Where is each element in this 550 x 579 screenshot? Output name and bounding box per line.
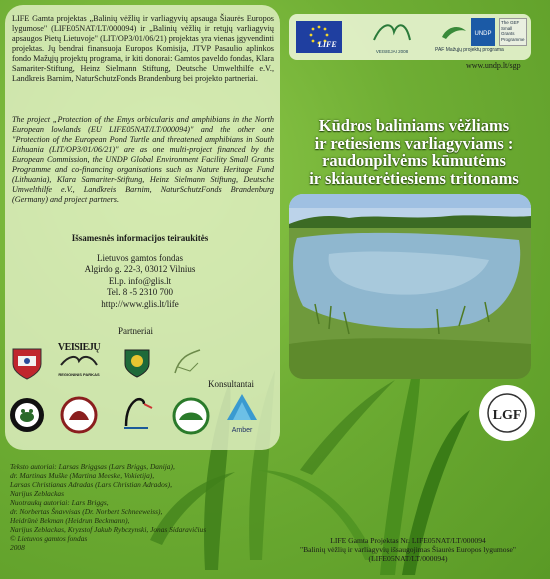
credit-line: © Lietuvos gamtos fondas — [10, 534, 88, 543]
lgf-text: LGF — [492, 408, 522, 423]
project-footer — [268, 536, 548, 563]
shield-logo — [122, 348, 152, 378]
credit-line: Narijus Zeblackas — [10, 489, 64, 498]
title-line: raudonpilvėms kūmutėms — [322, 151, 506, 170]
paf-caption: PAF Mažųjų projektų programa — [435, 47, 504, 53]
contact-email[interactable]: El.p. info@glis.lt — [108, 275, 172, 286]
undp-url[interactable]: www.undp.lt/sgp — [466, 61, 521, 70]
frog-logo — [8, 396, 46, 434]
credit-line: dr. Martinas Muške (Martina Meeske, Vokietija), — [10, 471, 155, 480]
contact-heading: Išsamesnės informacijos teiraukitės — [71, 233, 209, 243]
consultants-label: Konsultantai — [208, 379, 254, 389]
credit-line: Larsas Christianas Adradas (Lars Christian Adrados), — [10, 480, 172, 489]
credit-line: Teksto autoriai: Larsas Briggsas (Lars Briggs, Danija), — [10, 462, 175, 471]
pond-photo — [289, 194, 531, 379]
project-description-lt: LIFE Gamta projektas „Balinių vėžlių ir varliagyvių apsauga Šiaurės Europos lygumose" (LIFE05NAT/LT/000094) ir „Balinių vėžlių ir retųjų varliagyvių apsaugos Pietų Lietuvoje" (LIT/OP3/01/06/21) projektas yra vienas įgyvendinti projektas. Jų bendrai finansuoja Europos Komisija, JTVP Pasaulio aplinkos fondo Mažųjų projektų programa, ir kiti donorai: Gamtos paveldo fondas, Klara Samariter-Stiftung, Heinz Sielmann Stiftung, Deutsche Umwelthilfe e.V., Landkreis Barnim, NaturSchutzFonds Brandenburg bei projekto partneriai. — [12, 14, 274, 83]
credit-line: dr. Norbertas Šnavvisas (Dr. Norbert Schneeweiss), — [10, 507, 163, 516]
footer-line: LIFE Gamta Projektas Nr. LIFE05NAT/LT/000094 — [330, 536, 486, 545]
veisiejai-small-logo: VEISIEJAI 2008 — [370, 18, 414, 56]
contact-web[interactable]: http://www.glis.lt/life — [101, 298, 179, 309]
lgf-turtle-icon — [485, 391, 529, 435]
bird-emblem-logo — [60, 396, 98, 434]
partners-label: Partneriai — [118, 326, 153, 336]
veisiejai-park-logo: VEISIEJŲ REGIONINIS PARKAS — [57, 342, 101, 377]
credits-block — [10, 462, 240, 552]
contact-address: Algirdo g. 22-3, 03012 Vilnius — [84, 264, 196, 274]
contact-org: Lietuvos gamtos fondas — [97, 252, 183, 263]
credit-line: 2008 — [10, 543, 25, 552]
life-label: LIFE — [318, 40, 337, 49]
brochure-title — [283, 117, 545, 187]
title-line: ir skiauterėtiesiems tritonams — [309, 168, 519, 188]
footer-line: "Balinių vėžlių ir varliagyvių išsaugojimas Šiaurės Europos lygumose" — [299, 545, 517, 554]
coat-of-arms-logo — [10, 346, 44, 380]
paf-bird-logo — [440, 21, 468, 43]
sketch-logo — [170, 345, 204, 379]
contact-block — [25, 233, 255, 310]
project-description-en: The project „Protection of the Emys orbicularis and amphibians in the North European lowlands (EU LIFE05NAT/LT/000094)" and the other one "Protection of the European Pond Turtle and threatened amphibians in South Lithuania (LIT/OP3/01/06/21)" are as one multi-project financed by the European Commission, the UNDP Global Environment Facility Small Grants Programme and co-financing organisations such as Nature Heritage Fund (Lithuania), Klara Samariter-Stiftung, Heinz Sielmann Stiftung, Deutsche Umwelthilfe e.V., Landkreis Barnim, NaturSchutzFonds Brandenburg (Germany) and project partners. — [12, 115, 274, 204]
footer-line: (LIFE05NAT/LT/000094) — [368, 554, 448, 563]
credit-line: Narijus Zeblackas, Kryzstof Jakub Rybczynski, Jonas Sidaravičius — [10, 525, 207, 534]
gef-sgp-logo: The GEF Small Grants Programme — [499, 18, 527, 46]
credit-line: Nuotraukų autoriai: Lars Briggs, — [10, 498, 109, 507]
contact-phone: Tel. 8 -5 2310 700 — [106, 287, 174, 297]
amber-logo: Amber — [222, 392, 262, 436]
stork-logo — [114, 392, 156, 434]
credit-line: Heidrūnė Bekman (Heidrun Beckmann), — [10, 516, 130, 525]
title-line: Kūdros baliniams vėžliams — [318, 116, 510, 135]
turtle-circle-logo — [171, 396, 211, 436]
title-line: ir retiesiems varliagyviams : — [314, 133, 514, 153]
undp-logo — [471, 18, 495, 46]
undp-text: UNDP — [474, 31, 492, 37]
